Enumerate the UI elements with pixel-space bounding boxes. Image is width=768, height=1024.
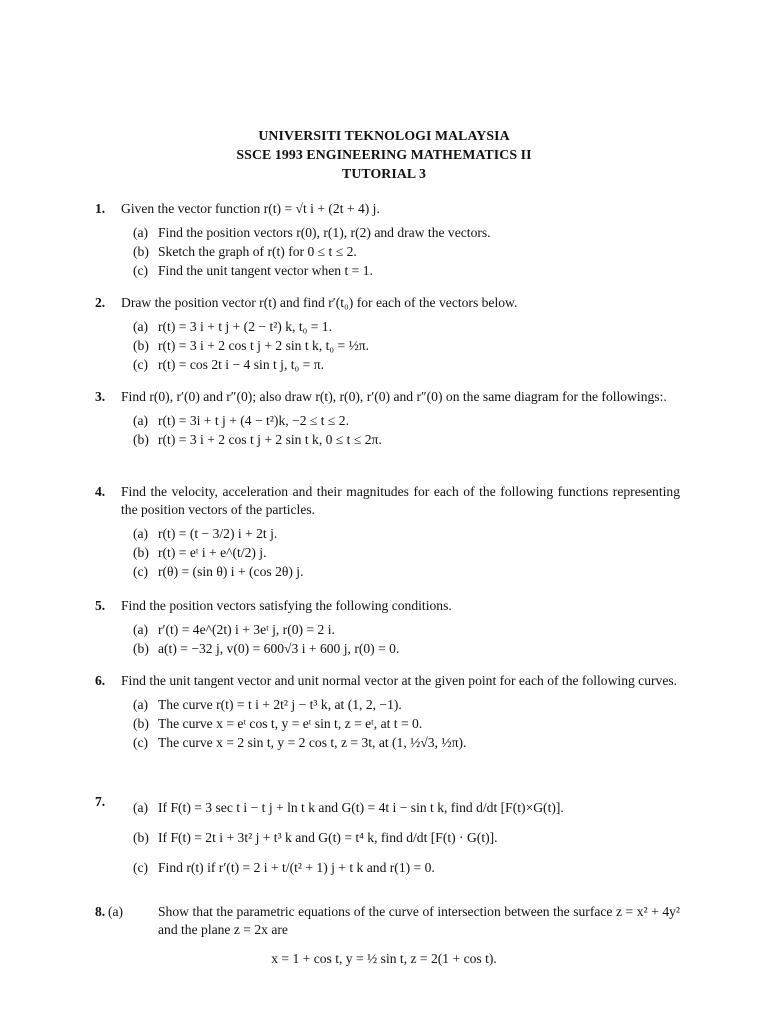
part-a: (a) r(t) = 3 i + t j + (2 − t²) k, t₀ = 1.: [133, 318, 333, 334]
part-b: (b) If F(t) = 2t i + 3t² j + t³ k and G(t) = t⁴ k, find d/dt [F(t) · G(t)].: [133, 830, 498, 845]
problem-number: 2.: [95, 295, 106, 310]
part-a: (a) If F(t) = 3 sec t i − t j + ln t k and G(t) = 4t i − sin t k, find d/dt [F(t)×G(t)].: [133, 800, 564, 815]
university-title: UNIVERSITI TEKNOLOGI MALAYSIA: [258, 128, 510, 143]
part-c: (c) Find the unit tangent vector when t = 1.: [133, 262, 373, 278]
problem-number: 7.: [95, 794, 106, 809]
problem-3: [95, 388, 680, 449]
part-a: (a) Find the position vectors r(0), r(1), r(2) and draw the vectors.: [133, 224, 491, 240]
part-c: (c) r(t) = cos 2t i − 4 sin t j, t₀ = π.: [133, 356, 324, 372]
part-b: (b) The curve x = eᵗ cos t, y = eᵗ sin t, z = eᵗ, at t = 0.: [133, 715, 423, 731]
part-a: (a) r(t) = 3i + t j + (4 − t²)k, −2 ≤ t ≤ 2.: [133, 412, 349, 428]
problem-5: [95, 597, 680, 658]
problem-number: 8.: [95, 904, 106, 919]
problem-stem: Find the velocity, acceleration and their magnitudes for each of the following functions representing the position vectors of the particles.: [121, 484, 680, 517]
parametric-equations: x = 1 + cos t, y = ½ sin t, z = 2(1 + cos t).: [271, 951, 497, 966]
problem-stem: Given the vector function r(t) = √t i + (2t + 4) j.: [121, 201, 380, 216]
problem-stem: Draw the position vector r(t) and find r′(t₀) for each of the vectors below.: [121, 295, 518, 310]
problem-number: 1.: [95, 201, 106, 216]
part-c: (c) Find r(t) if r′(t) = 2 i + t/(t² + 1) j + t k and r(1) = 0.: [133, 860, 435, 875]
part-a: (a) r′(t) = 4e^(2t) i + 3eᵗ j, r(0) = 2 i.: [133, 621, 335, 637]
problem-stem: Find the position vectors satisfying the following conditions.: [121, 598, 452, 613]
part-b: (b) r(t) = 3 i + 2 cos t j + 2 sin t k, 0 ≤ t ≤ 2π.: [133, 431, 382, 447]
course-title: SSCE 1993 ENGINEERING MATHEMATICS II: [236, 147, 532, 162]
tutorial-title: TUTORIAL 3: [342, 166, 426, 181]
problem-number: 4.: [95, 484, 106, 499]
part-b: (b) r(t) = eᵗ i + e^(t/2) j.: [133, 544, 267, 560]
part-b: (b) Sketch the graph of r(t) for 0 ≤ t ≤ 2.: [133, 243, 357, 259]
problem-4: [95, 483, 680, 581]
part-a: (a) r(t) = (t − 3/2) i + 2t j.: [133, 525, 278, 541]
problem-2: [95, 294, 680, 374]
part-b: (b) a(t) = −32 j, v(0) = 600√3 i + 600 j, r(0) = 0.: [133, 640, 400, 656]
problem-6: [95, 672, 680, 752]
document-header: [0, 126, 768, 183]
problem-stem: Find the unit tangent vector and unit normal vector at the given point for each of the following curves.: [121, 673, 678, 688]
problem-number: 5.: [95, 598, 106, 613]
part-c: (c) The curve x = 2 sin t, y = 2 cos t, z = 3t, at (1, ½√3, ½π).: [133, 734, 467, 750]
problem-stem: Find r(0), r′(0) and r″(0); also draw r(t), r(0), r′(0) and r″(0) on the same diagram for the followings:.: [121, 389, 667, 404]
problem-number: 6.: [95, 673, 106, 688]
problem-7: [95, 793, 680, 883]
problem-number: 3.: [95, 389, 106, 404]
part-b: (b) r(t) = 3 i + 2 cos t j + 2 sin t k, t₀ = ½π.: [133, 337, 370, 353]
part-c: (c) r(θ) = (sin θ) i + (cos 2θ) j.: [133, 563, 304, 579]
problem-1: [95, 200, 680, 280]
part-a: (a) Show that the parametric equations of the curve of intersection between the surface z = x² + 4y² and the plane z = 2x are: [108, 904, 680, 937]
problem-8: [95, 903, 680, 939]
part-a: (a) The curve r(t) = t i + 2t² j − t³ k, at (1, 2, −1).: [133, 696, 402, 712]
